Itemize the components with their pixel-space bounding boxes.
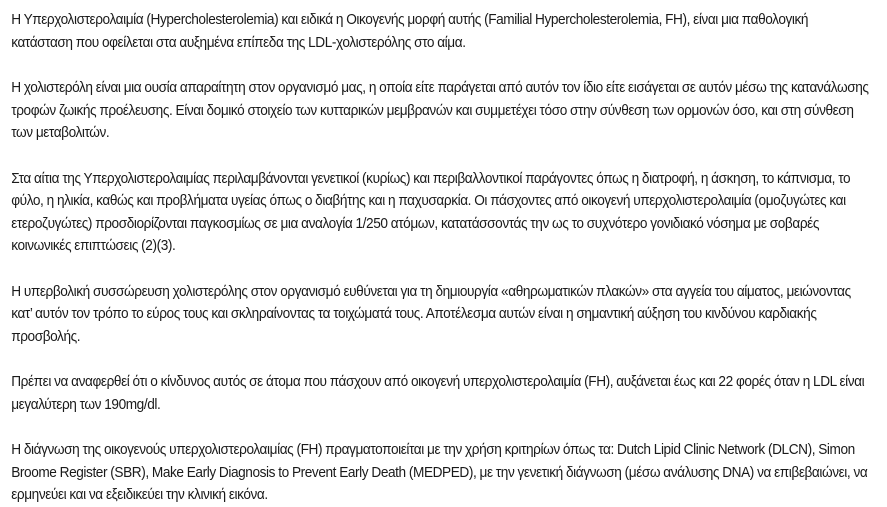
paragraph-cholesterol: Η χολιστερόλη είναι μια ουσία απαραίτητη στον οργανισμό μας, η οποία είτε παράγεται από αυτόν τον ίδιο είτε εισάγεται σε αυτόν μέσω της κατανάλωσης τροφών ζωικής προέλευσης. Είναι δομικό στοιχείο των κυτταρικών μεμβρανών και συμμετέχει τόσο στην σύνθεση των ορμονών όσο, και στη σύνθεση των μεταβολιτών.: [11, 80, 869, 141]
paragraph-plaques: Η υπερβολική συσσώρευση χολιστερόλης στον οργανισμό ευθύνεται για τη δημιουργία «αθηρωματικών πλακών» στα αγγεία του αίματος, μειώνοντας κατ’ αυτόν τον τρόπο το εύρος τους και σκληραίνοντας τα τοιχώματά τους. Αποτέλεσμα αυτών είναι η σημαντική αύξηση του κινδύνου καρδιακής προσβολής.: [11, 283, 851, 345]
paragraph-causes: Στα αίτια της Υπερχολιστερολαιμίας περιλαμβάνονται γενετικοί (κυρίως) και περιβαλλοντικοί παράγοντες όπως η διατροφή, η άσκηση, το κάπνισμα, το φύλο, η ηλικία, καθώς και προβλήματα υγείας όπως ο διαβήτης και η παχυσαρκία. Οι πάσχοντες από οικογενή υπερχολιστερολαιμία (ομοζυγώτες και ετεροζυγώτες) προσδιορίζονται παγκοσμίως σε μια αναλογία 1/250 ατόμων, κατατάσσοντάς την ως το συχνότερο γονιδιακό νόσημα με σοβαρές κοινωνικές επιπτώσεις (2)(3).: [11, 170, 851, 254]
paragraph-diagnosis: Η διάγνωση της οικογενούς υπερχολιστερολαιμίας (FH) πραγματοποιείται με την χρήση κριτηρίων όπως τα: Dutch Lipid Clinic Network (DLCN), Simon Broome Register (SBR), Make Early Diagnosis to Prevent Early Death (MEDPED), με την γενετική διάγνωση (μέσω ανάλυσης DNA) να επιβεβαιώνει, να ερμηνεύει και να εξειδικεύει την κλινική εικόνα.: [11, 442, 868, 503]
paragraph-definition: Η Υπερχολιστερολαιμία (Hypercholesterolemia) και ειδικά η Οικογενής μορφή αυτής (Familial Hypercholesterolemia, FH), είναι μια παθολογική κατάσταση που οφείλεται στα αυξημένα επίπεδα της LDL-χολιστερόλης στο αίμα.: [11, 12, 809, 51]
paragraph-risk: Πρέπει να αναφερθεί ότι ο κίνδυνος αυτός σε άτομα που πάσχουν από οικογενή υπερχολιστερολαιμία (FH), αυξάνεται έως και 22 φορές όταν η LDL είναι μεγαλύτερη των 190mg/dl.: [11, 374, 865, 413]
